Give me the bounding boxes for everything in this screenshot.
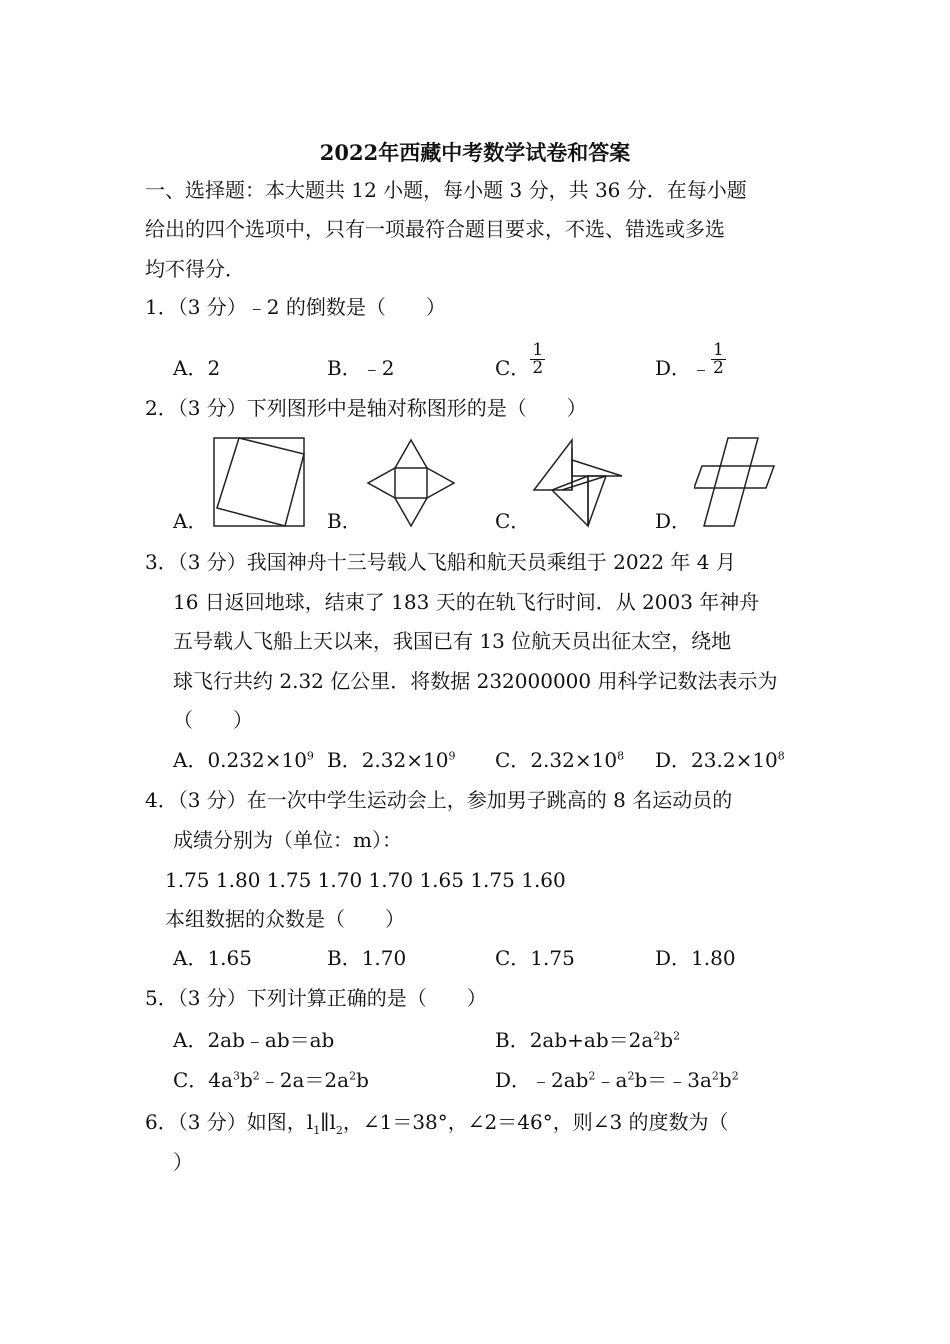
q5-b-part-2: b [660,1028,674,1052]
q3-b-label: B． [327,748,362,772]
q5-c-part-3: ﹣2a＝2a [259,1068,350,1092]
section-intro-line-3: 均不得分． [145,257,245,281]
q4-line-3: 本组数据的众数是（ ） [165,907,405,931]
q1-option-d [655,337,726,382]
q3-c-exponent: 8 [617,749,625,763]
q1-c-denominator: 2 [532,358,544,378]
q5-option-d [495,1066,739,1094]
q3-option-d [655,746,785,774]
q1-c-numerator: 1 [532,340,544,360]
q3-d-exponent: 8 [777,749,785,763]
q3-b-exponent: 9 [448,749,456,763]
section-intro-line-2: 给出的四个选项中，只有一项最符合题目要求，不选、错选或多选 [145,217,725,241]
q3-a-base: 0.232×10 [207,748,307,772]
q5-b-part-1: B．2ab+ab＝2a [495,1028,654,1052]
page-title: 2022年西藏中考数学试卷和答案 [319,140,631,165]
q3-a-label: A． [173,748,208,772]
q5-d-part-2: ﹣a [595,1068,628,1092]
q6-part-3: ，∠1＝38°，∠2＝46°，则∠3 的度数为（ [342,1110,729,1134]
q2-option-b: B． [327,509,362,533]
q2-option-a: A． [173,509,208,533]
q5-c-exp-1: 3 [232,1069,240,1083]
q1-d-numerator: 1 [713,340,724,360]
q3-option-a [173,746,314,774]
q1-option-c [495,337,545,382]
q5-d-part-1: D．﹣2ab [495,1068,589,1092]
q5-c-part-2: b [239,1068,253,1092]
q2-figure-b-square-with-triangles [366,438,456,528]
q2-figure-c-pinwheel [532,438,624,528]
q3-option-b [327,746,455,774]
q4-line-2: 成绩分别为（单位：m）： [173,828,402,852]
q3-line-1: 3．（3 分）我国神舟十三号载人飞船和航天员乘组于 2022 年 4 月 [145,550,736,574]
q6-part-1: 6．（3 分）如图，l [145,1110,314,1134]
q1-d-denominator: 2 [713,358,724,378]
q6-sub-2: 2 [335,1124,343,1137]
q1-option-b: B．﹣2 [327,356,395,380]
q3-c-base: 2.32×10 [530,748,618,772]
q5-option-a: A．2ab﹣ab＝ab [173,1028,335,1052]
q5-c-part-4: b [356,1068,369,1092]
q2-stem: 2．（3 分）下列图形中是轴对称图形的是（ ） [145,396,587,420]
q2-figure-d-parallelogram-cross [694,436,776,528]
q5-option-b [495,1026,680,1054]
q4-option-d: D．1.80 [655,946,736,970]
q5-d-part-4: b [718,1068,732,1092]
q1-d-label: D．﹣ [655,356,712,380]
q4-option-a: A．1.65 [173,946,252,970]
q3-d-base: 23.2×10 [691,748,778,772]
q5-c-exp-2: 2 [252,1069,260,1083]
q5-option-c [173,1066,369,1094]
q1-c-fraction [530,342,545,377]
q5-d-exp-3: 2 [711,1069,719,1083]
q3-line-5: （ ） [173,708,253,732]
q5-c-exp-3: 2 [349,1069,357,1083]
q5-d-exp-4: 2 [731,1069,739,1083]
q2-figure-a-square-in-square [212,436,306,528]
q5-d-part-3: b＝﹣3a [634,1068,712,1092]
q4-option-c: C．1.75 [495,946,575,970]
q5-d-exp-1: 2 [588,1069,596,1083]
q5-b-exp-2: 2 [673,1029,681,1043]
q3-option-c [495,746,624,774]
q5-b-exp-1: 2 [653,1029,661,1043]
q3-b-base: 2.32×10 [361,748,449,772]
q5-c-part-1: C．4a [173,1068,233,1092]
q3-d-label: D． [655,748,692,772]
q1-stem: 1．（3 分）﹣2 的倒数是（ ） [145,295,446,319]
q3-line-3: 五号载人飞船上天以来，我国已有 13 位航天员出征太空，绕地 [173,629,732,653]
q6-line-2: ） [173,1150,193,1174]
q5-stem: 5．（3 分）下列计算正确的是（ ） [145,986,487,1010]
q3-line-2: 16 日返回地球，结束了 183 天的在轨飞行时间．从 2003 年神舟 [173,590,760,614]
q4-option-b: B．1.70 [327,946,407,970]
q1-d-fraction [711,342,726,377]
q1-c-label: C． [495,356,531,380]
q6-sub-1: 1 [313,1124,321,1137]
q6-part-2: ∥l [320,1110,336,1134]
q3-c-label: C． [495,748,531,772]
q5-d-exp-2: 2 [627,1069,635,1083]
q4-data-values: 1.75 1.80 1.75 1.70 1.70 1.65 1.75 1.60 [165,868,566,892]
q2-option-d: D． [655,509,692,533]
q1-option-a: A．2 [173,356,221,380]
q3-line-4: 球飞行共约 2.32 亿公里．将数据 232000000 用科学记数法表示为 [173,669,778,693]
q2-option-c: C． [495,509,531,533]
q6-line-1 [145,1108,729,1136]
section-intro-line-1: 一、选择题：本大题共 12 小题，每小题 3 分，共 36 分．在每小题 [145,178,747,202]
q4-line-1: 4．（3 分）在一次中学生运动会上，参加男子跳高的 8 名运动员的 [145,788,733,812]
q3-a-exponent: 9 [306,749,314,763]
